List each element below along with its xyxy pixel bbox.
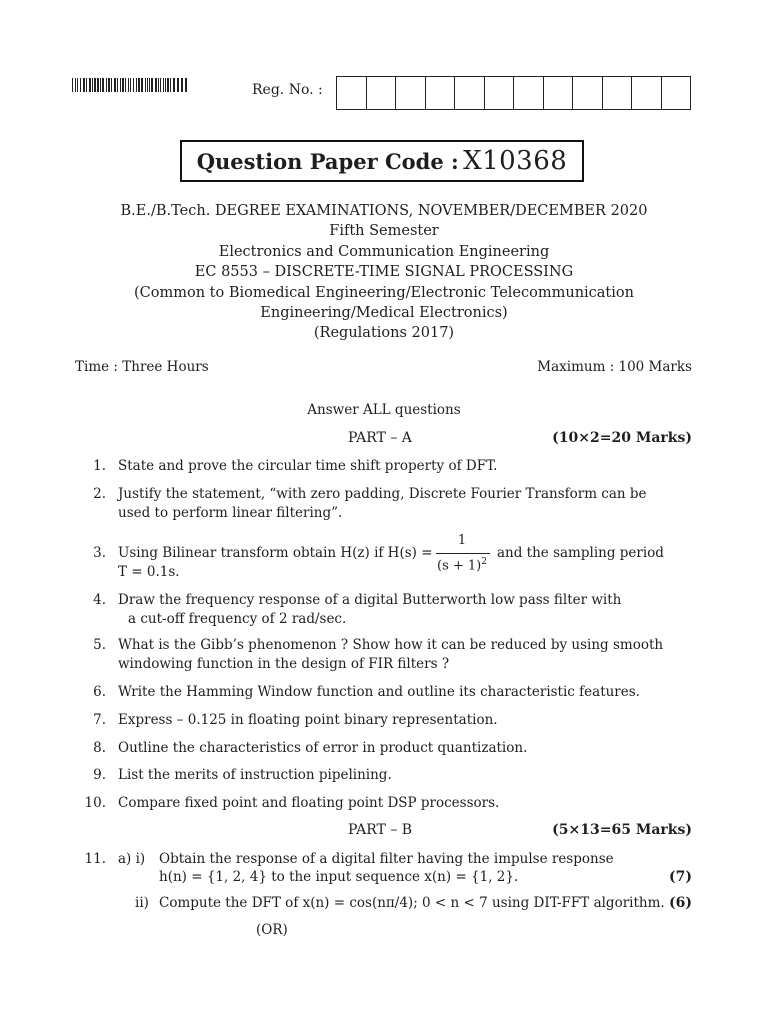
- q4-text-line-1: Draw the frequency response of a digital Butterworth low pass filter with: [118, 592, 622, 608]
- exam-title: B.E./B.Tech. DEGREE EXAMINATIONS, NOVEMBER/DECEMBER 2020: [120, 203, 648, 219]
- barcode-image: [72, 78, 188, 92]
- qpc-label: Question Paper Code :: [196, 149, 459, 174]
- q3-fraction-numerator: 1: [457, 533, 467, 548]
- q8-number: 8.: [93, 740, 106, 756]
- reg-no-box: [661, 77, 691, 109]
- q11a-ii-label: ii): [135, 895, 149, 911]
- reg-no-box: [454, 77, 484, 109]
- part-a-marks: (10×2=20 Marks): [552, 430, 692, 446]
- q3-denominator-base: (s + 1): [437, 558, 482, 574]
- course-title: EC 8553 – DISCRETE-TIME SIGNAL PROCESSING: [194, 264, 574, 280]
- q2-text-line-2: used to perform linear filtering”.: [118, 505, 343, 521]
- q10-text: Compare fixed point and floating point DSP processors.: [118, 795, 500, 811]
- part-b-title: PART – B: [348, 822, 413, 838]
- q10-number: 10.: [84, 795, 106, 811]
- q11a-i-marks: (7): [669, 869, 692, 885]
- q3-text-line-2: T = 0.1s.: [118, 564, 180, 580]
- q3-fraction-denominator: [432, 557, 492, 573]
- reg-no-box: [631, 77, 661, 109]
- instruction: Answer ALL questions: [307, 402, 461, 418]
- q11a-i-text-line-2: h(n) = {1, 2, 4} to the input sequence x(n) = {1, 2}.: [159, 869, 519, 885]
- q11-number: 11.: [84, 851, 106, 867]
- q2-text-line-1: Justify the statement, “with zero padding, Discrete Fourier Transform can be: [118, 486, 647, 502]
- q3-text-post: and the sampling period: [497, 545, 664, 561]
- reg-no-box: [366, 77, 396, 109]
- reg-no-boxes: [336, 76, 691, 110]
- q9-text: List the merits of instruction pipelining.: [118, 767, 392, 783]
- max-marks-label: Maximum : 100 Marks: [537, 359, 692, 375]
- reg-no-box: [572, 77, 602, 109]
- q3-denominator-exponent: 2: [481, 557, 487, 567]
- reg-no-label: Reg. No. :: [252, 82, 323, 98]
- or-separator: (OR): [256, 922, 288, 938]
- q6-text: Write the Hamming Window function and outline its characteristic features.: [118, 684, 640, 700]
- q1-text: State and prove the circular time shift property of DFT.: [118, 458, 498, 474]
- q3-text-pre: Using Bilinear transform obtain H(z) if H(s) =: [118, 545, 433, 561]
- branch: Electronics and Communication Engineering: [218, 244, 550, 260]
- q3-fraction-bar: [436, 553, 490, 554]
- semester: Fifth Semester: [329, 223, 439, 239]
- time-label: Time : Three Hours: [75, 359, 209, 375]
- q6-number: 6.: [93, 684, 106, 700]
- q7-text: Express – 0.125 in floating point binary representation.: [118, 712, 498, 728]
- q5-number: 5.: [93, 637, 106, 653]
- q2-number: 2.: [93, 486, 106, 502]
- q9-number: 9.: [93, 767, 106, 783]
- reg-no-box: [484, 77, 514, 109]
- q11a-i-text-line-1: Obtain the response of a digital filter having the impulse response: [159, 851, 614, 867]
- reg-no-box: [337, 77, 366, 109]
- reg-no-box: [425, 77, 455, 109]
- q1-number: 1.: [93, 458, 106, 474]
- q11a-ii-marks: (6): [669, 895, 692, 911]
- reg-no-box: [543, 77, 573, 109]
- q5-text-line-1: What is the Gibb’s phenomenon ? Show how it can be reduced by using smooth: [118, 637, 664, 653]
- reg-no-box: [602, 77, 632, 109]
- q3-number: 3.: [93, 545, 106, 561]
- q8-text: Outline the characteristics of error in product quantization.: [118, 740, 528, 756]
- part-a-title: PART – A: [348, 430, 412, 446]
- part-b-marks: (5×13=65 Marks): [552, 822, 692, 838]
- common-line-1: (Common to Biomedical Engineering/Electronic Telecommunication: [134, 285, 634, 301]
- q5-text-line-2: windowing function in the design of FIR filters ?: [118, 656, 450, 672]
- qpc-code: X10368: [463, 146, 568, 176]
- q4-number: 4.: [93, 592, 106, 608]
- q4-text-line-2: a cut-off frequency of 2 rad/sec.: [128, 611, 347, 627]
- q11a-i-label: a) i): [118, 851, 146, 867]
- reg-no-box: [395, 77, 425, 109]
- question-paper-code-box: [180, 140, 584, 182]
- q7-number: 7.: [93, 712, 106, 728]
- common-line-2: Engineering/Medical Electronics): [260, 305, 508, 321]
- q11a-ii-text: Compute the DFT of x(n) = cos(nπ/4); 0 < n < 7 using DIT-FFT algorithm.: [159, 895, 665, 911]
- regulations: (Regulations 2017): [313, 325, 455, 341]
- reg-no-box: [513, 77, 543, 109]
